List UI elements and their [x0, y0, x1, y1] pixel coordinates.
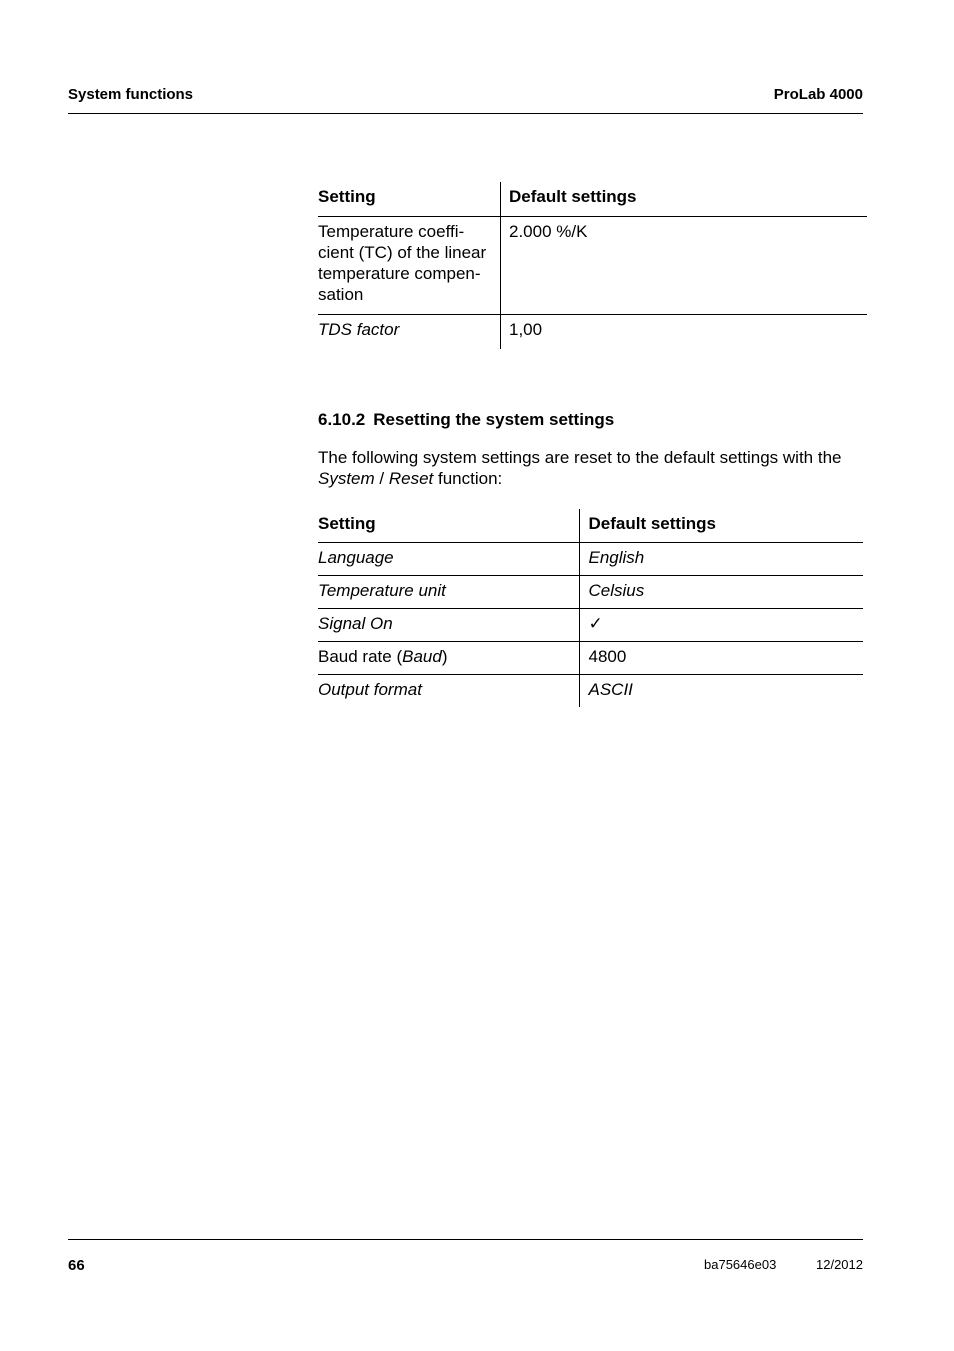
cell-setting: Signal On [318, 608, 579, 641]
cell-value: Celsius [579, 575, 863, 608]
default-settings-table-2 [318, 509, 863, 707]
header-rule [68, 113, 863, 114]
table-row [318, 217, 867, 315]
column-header-setting: Setting [318, 509, 579, 542]
table-row [318, 608, 863, 641]
menu-system: System [318, 469, 375, 488]
cell-value: English [579, 542, 863, 575]
cell-setting-end: ) [441, 646, 448, 666]
intro-paragraph [318, 447, 868, 489]
intro-text-2: function: [433, 469, 503, 488]
table-row [318, 674, 863, 707]
table-row [318, 542, 863, 575]
cell-value: 1,00 [509, 320, 543, 339]
cell-setting-text: Baud rate ( [318, 646, 403, 666]
cell-value: 2.000 %/K [501, 217, 868, 315]
document-id: ba75646e03 [704, 1257, 777, 1272]
table-header-row [318, 509, 863, 542]
checkmark-icon: ✓ [579, 608, 863, 641]
column-header-setting: Setting [318, 182, 501, 217]
cell-setting: Temperature coeffi- cient (TC) of the linear temperature compen- sation [318, 217, 501, 315]
cell-setting-menu: Baud [402, 646, 442, 666]
intro-text-1: The following system settings are reset to the default settings with the [318, 448, 842, 467]
section-heading [318, 410, 614, 430]
column-header-default: Default settings [501, 182, 868, 217]
menu-reset: Reset [388, 469, 434, 488]
footer-rule [68, 1239, 863, 1240]
menu-separator: / [374, 469, 389, 488]
cell-setting: Language [318, 542, 579, 575]
section-title-text: Resetting the system settings [373, 410, 615, 429]
column-header-default: Default settings [579, 509, 863, 542]
cell-setting: TDS factor [318, 315, 501, 350]
cell-setting: Output format [318, 674, 579, 707]
cell-value: 4800 [579, 641, 863, 674]
table-header-row [318, 182, 867, 217]
document-date: 12/2012 [816, 1257, 863, 1272]
table-row [318, 575, 863, 608]
header-section-title: System functions [68, 86, 194, 103]
default-settings-table-1 [318, 182, 867, 349]
cell-setting [318, 641, 579, 674]
section-number: 6.10.2 [318, 410, 366, 429]
page-number: 66 [68, 1257, 85, 1274]
table-row [318, 641, 863, 674]
cell-setting: Temperature unit [318, 575, 579, 608]
table-row [318, 315, 867, 350]
header-product-name: ProLab 4000 [773, 86, 863, 103]
cell-value: ASCII [588, 679, 633, 699]
